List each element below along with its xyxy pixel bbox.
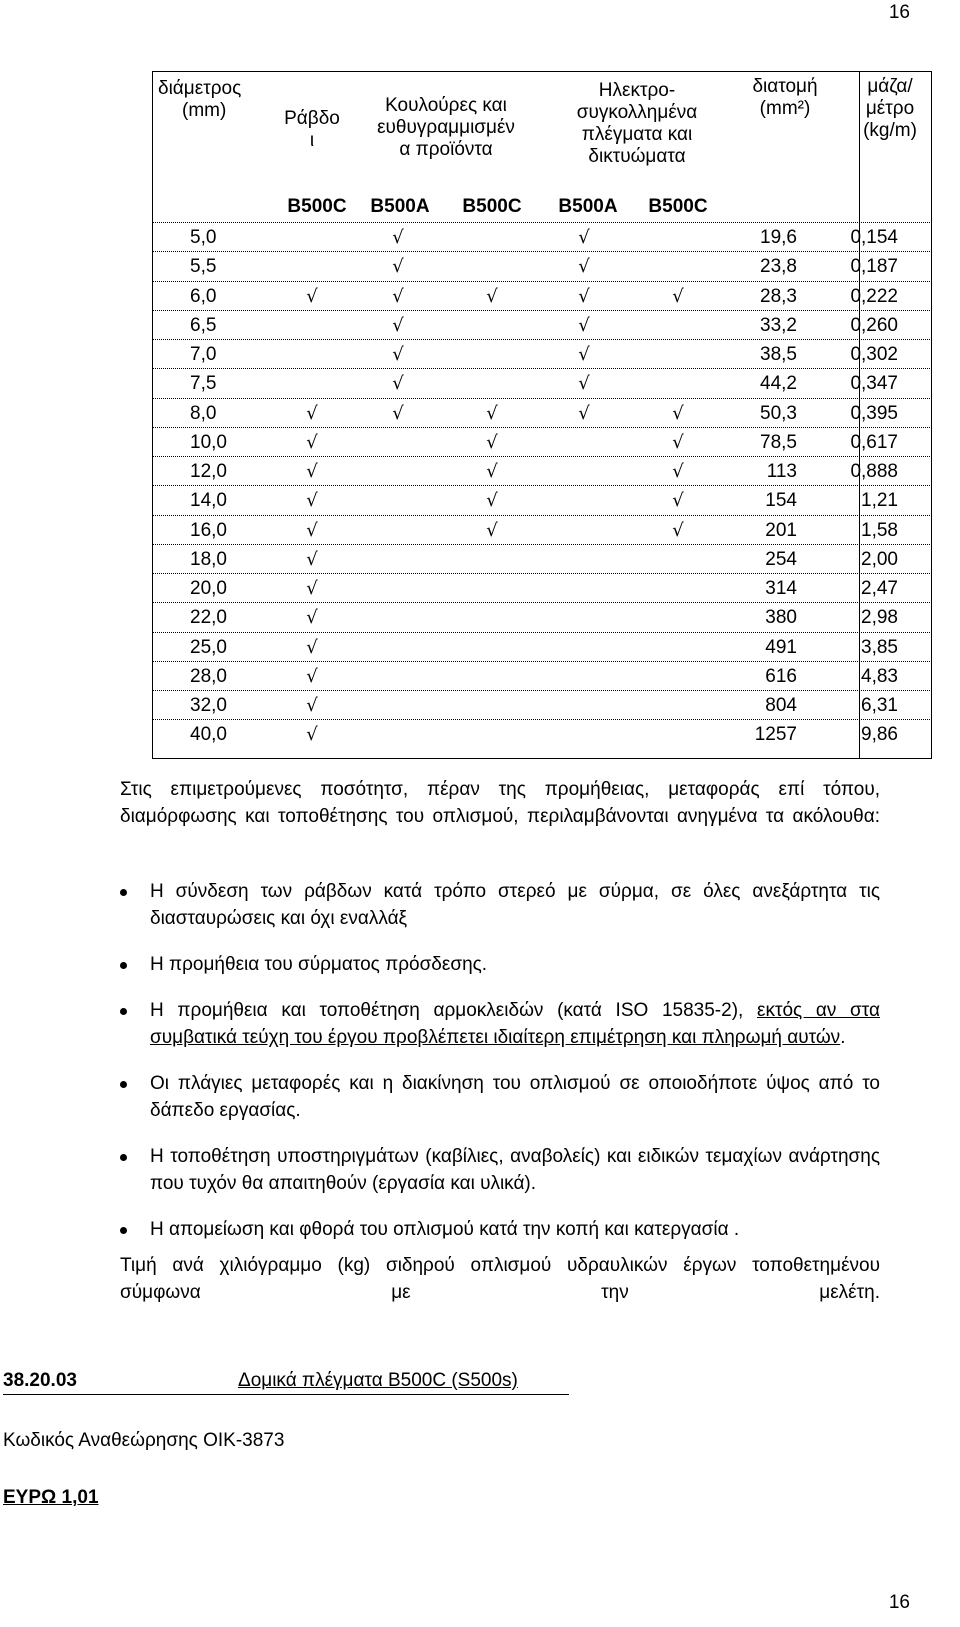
diameter-cell: 5,0	[190, 227, 217, 248]
grade-row	[152, 196, 932, 222]
check-icon: √	[578, 285, 590, 307]
check-icon: √	[392, 227, 404, 248]
check-icon: √	[306, 636, 318, 658]
grade-label: B500A	[370, 196, 430, 217]
table-row	[152, 281, 932, 311]
area-cell: 1257	[754, 724, 797, 746]
table-row	[152, 661, 932, 691]
mass-cell: 2,00	[861, 548, 898, 570]
area-cell: 23,8	[760, 256, 797, 278]
diameter-cell: 7,5	[190, 373, 217, 395]
diameter-cell: 28,0	[190, 665, 227, 687]
mass-cell: 0,395	[850, 402, 898, 424]
check-icon: √	[672, 461, 684, 482]
header-rods: Ράβδο ι	[284, 108, 340, 151]
check-icon: √	[392, 285, 404, 307]
table-row	[152, 456, 932, 486]
mass-cell: 3,85	[861, 636, 898, 658]
diameter-cell: 10,0	[190, 431, 227, 453]
bullet-icon	[120, 1227, 127, 1234]
table-row	[152, 427, 932, 457]
bullet-icon	[120, 1081, 127, 1088]
check-icon: √	[306, 607, 318, 629]
check-icon: √	[578, 227, 590, 248]
area-cell: 38,5	[760, 344, 797, 365]
intro-paragraph: Στις επιμετρούμενες ποσότητσ, πέραν της προμήθειας, μεταφοράς επί τόπου, διαμόρφωσης και τοποθέτησης του οπλισμού, περιλαμβάνονται ανηγμένα τα ακόλουθα:	[120, 779, 880, 827]
mass-cell: 2,98	[861, 607, 898, 629]
table-row	[152, 398, 932, 428]
check-icon: √	[306, 431, 318, 453]
table-row	[152, 339, 932, 369]
grade-label: B500C	[462, 196, 522, 217]
check-icon: √	[392, 256, 404, 278]
diameter-cell: 40,0	[190, 724, 227, 746]
mass-cell: 1,21	[861, 490, 898, 512]
mass-cell: 0,154	[850, 227, 898, 248]
mass-cell: 0,222	[850, 285, 898, 307]
check-icon: √	[306, 724, 318, 746]
check-icon: √	[306, 578, 318, 599]
diameter-cell: 12,0	[190, 461, 227, 482]
price-paragraph: Τιμή ανά χιλιόγραμμο (kg) σιδηρού οπλισμού υδραυλικών έργων τοποθετημένου σύμφωνα με την μελέτη.	[120, 1255, 880, 1303]
article-underline	[3, 1394, 569, 1395]
mass-cell: 0,888	[850, 461, 898, 482]
mass-cell: 2,47	[861, 578, 898, 599]
table-row	[152, 690, 932, 720]
bullet-icon	[120, 889, 127, 896]
table-row	[152, 515, 932, 545]
header-area: διατομή (mm²)	[752, 76, 818, 119]
check-icon: √	[578, 256, 590, 278]
check-icon: √	[306, 461, 318, 482]
diameter-cell: 25,0	[190, 636, 227, 658]
area-cell: 19,6	[760, 227, 797, 248]
grade-label: B500C	[287, 196, 347, 217]
check-icon: √	[486, 402, 498, 424]
check-icon: √	[306, 519, 318, 541]
check-icon: √	[672, 519, 684, 541]
table-row	[152, 719, 932, 749]
list-item: Οι πλάγιες μεταφορές και η διακίνηση του οπλισμού σε οποιοδήποτε ύψος από το δάπεδο εργασίας.	[120, 1070, 880, 1124]
list-item: Η τοποθέτηση υποστηριγμάτων (καβίλιες, αναβολείς) και ειδικών τεμαχίων ανάρτησης που τυχόν θα απαιτηθούν (εργασία και υλικά).	[120, 1143, 880, 1197]
check-icon: √	[306, 490, 318, 512]
mass-cell: 0,260	[850, 314, 898, 336]
area-cell: 491	[765, 636, 797, 658]
area-cell: 804	[765, 695, 797, 716]
price-euro: ΕΥΡΩ 1,01	[3, 1487, 99, 1508]
check-icon: √	[578, 373, 590, 395]
diameter-cell: 6,5	[190, 314, 217, 336]
area-cell: 254	[765, 548, 797, 570]
table-row	[152, 544, 932, 574]
check-icon: √	[392, 344, 404, 365]
table-row	[152, 485, 932, 515]
table-row	[152, 222, 932, 252]
diameter-cell: 16,0	[190, 519, 227, 541]
mass-cell: 0,302	[850, 344, 898, 365]
check-icon: √	[486, 461, 498, 482]
header-mass: μάζα/ μέτρο (kg/m)	[863, 76, 917, 141]
diameter-cell: 14,0	[190, 490, 227, 512]
check-icon: √	[486, 490, 498, 512]
diameter-cell: 5,5	[190, 256, 217, 278]
header-coils: Κουλούρες και ευθυγραμμισμέν α προϊόντα	[377, 95, 515, 160]
underlined-text: εκτός αν στα συμβατικά τεύχη του έργου προβλέπετει ιδιαίτερη επιμέτρηση και πληρωμή αυτών	[150, 1000, 880, 1048]
article-code: 38.20.03	[3, 1370, 77, 1391]
check-icon: √	[672, 490, 684, 512]
area-cell: 380	[765, 607, 797, 629]
diameter-cell: 8,0	[190, 402, 217, 424]
check-icon: √	[306, 665, 318, 687]
check-icon: √	[486, 285, 498, 307]
list-item: Η απομείωση και φθορά του οπλισμού κατά την κοπή και κατεργασία .	[120, 1216, 880, 1243]
check-icon: √	[306, 548, 318, 570]
check-icon: √	[578, 402, 590, 424]
check-icon: √	[672, 402, 684, 424]
check-icon: √	[578, 344, 590, 365]
area-cell: 314	[765, 578, 797, 599]
check-icon: √	[306, 285, 318, 307]
mass-cell: 0,347	[850, 373, 898, 395]
mass-cell: 1,58	[861, 519, 898, 541]
mass-cell: 6,31	[861, 695, 898, 716]
table-row	[152, 368, 932, 398]
grade-label: B500C	[648, 196, 708, 217]
diameter-cell: 7,0	[190, 344, 217, 365]
area-cell: 44,2	[760, 373, 797, 395]
diameter-cell: 32,0	[190, 695, 227, 716]
diameter-cell: 22,0	[190, 607, 227, 629]
check-icon: √	[392, 314, 404, 336]
header-mesh: Ηλεκτρο- συγκολλημένα πλέγματα και δικτυώματα	[576, 80, 698, 167]
check-icon: √	[306, 695, 318, 716]
mass-cell: 4,83	[861, 665, 898, 687]
table-row	[152, 602, 932, 632]
check-icon: √	[306, 402, 318, 424]
list-item: Η προμήθεια και τοποθέτηση αρμοκλειδών (κατά ISO 15835-2), εκτός αν στα συμβατικά τεύχη του έργου προβλέπετει ιδιαίτερη επιμέτρηση και πληρωμή αυτών.	[120, 997, 880, 1051]
table-row	[152, 632, 932, 662]
check-icon: √	[486, 431, 498, 453]
check-icon: √	[672, 285, 684, 307]
check-icon: √	[392, 402, 404, 424]
grade-label: B500A	[558, 196, 618, 217]
diameter-cell: 6,0	[190, 285, 217, 307]
page-number-bottom: 16	[888, 1592, 910, 1613]
area-cell: 78,5	[760, 431, 797, 453]
page-number-top: 16	[888, 2, 910, 23]
table-row	[152, 573, 932, 603]
diameter-cell: 20,0	[190, 578, 227, 599]
list-item: Η προμήθεια του σύρματος πρόσδεσης.	[120, 951, 880, 978]
header-diameter: διάμετρος (mm)	[158, 78, 242, 121]
bullet-icon	[120, 1154, 127, 1161]
mass-cell: 9,86	[861, 724, 898, 746]
check-icon: √	[672, 431, 684, 453]
inclusions-list	[120, 878, 880, 1262]
diameter-cell: 18,0	[190, 548, 227, 570]
bullet-icon	[120, 1008, 127, 1015]
table-row	[152, 251, 932, 281]
check-icon: √	[392, 373, 404, 395]
area-cell: 154	[765, 490, 797, 512]
area-cell: 33,2	[760, 314, 797, 336]
mass-cell: 0,617	[850, 431, 898, 453]
area-cell: 113	[766, 461, 797, 482]
list-item: Η σύνδεση των ράβδων κατά τρόπο στερεό με σύρμα, σε όλες ανεξάρτητα τις διασταυρώσεις και όχι εναλλάξ	[120, 878, 880, 932]
area-cell: 201	[765, 519, 797, 541]
area-cell: 50,3	[760, 402, 797, 424]
revision-code: Κωδικός Αναθεώρησης ΟΙΚ-3873	[3, 1430, 285, 1451]
area-cell: 616	[765, 665, 797, 687]
article-title: Δομικά πλέγματα B500C (S500s)	[238, 1370, 518, 1391]
bullet-icon	[120, 962, 127, 969]
check-icon: √	[578, 314, 590, 336]
area-cell: 28,3	[760, 285, 797, 307]
mass-cell: 0,187	[850, 256, 898, 278]
check-icon: √	[486, 519, 498, 541]
table-row	[152, 310, 932, 340]
